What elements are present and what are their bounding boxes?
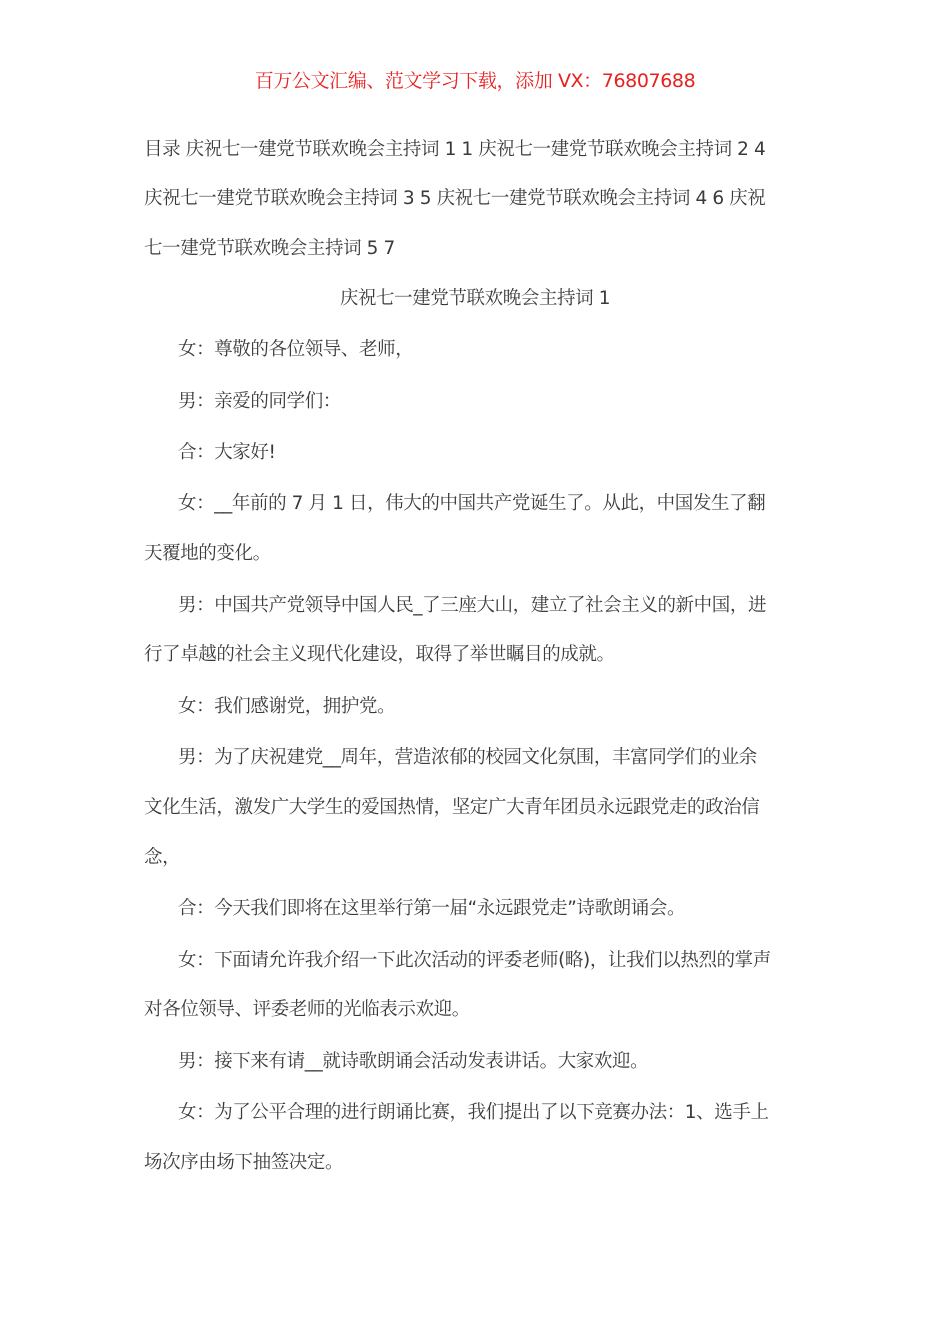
body-line: 行了卓越的社会主义现代化建设，取得了举世瞩目的成就。 xyxy=(144,644,615,665)
body-line: 男：亲爱的同学们： xyxy=(178,391,341,412)
download-banner: 百万公文汇编、范文学习下载，添加 VX：76807688 xyxy=(254,70,696,92)
body-line: 场次序由场下抽签决定。 xyxy=(144,1152,344,1173)
body-line: 女：下面请允许我介绍一下此次活动的评委老师(略)，让我们以热烈的掌声 xyxy=(178,950,771,971)
body-line: 女：为了公平合理的进行朗诵比赛，我们提出了以下竞赛办法：1、选手上 xyxy=(178,1102,769,1123)
section-title: 庆祝七一建党节联欢晚会主持词 1 xyxy=(339,288,611,309)
body-line: 合：大家好! xyxy=(178,442,276,463)
toc-line: 庆祝七一建党节联欢晚会主持词 3 5 庆祝七一建党节联欢晚会主持词 4 6 庆祝 xyxy=(144,188,766,209)
body-line: 男：为了庆祝建党__周年，营造浓郁的校园文化氛围，丰富同学们的业余 xyxy=(178,747,757,768)
body-line: 男：中国共产党领导中国人民_了三座大山，建立了社会主义的新中国，进 xyxy=(178,595,767,616)
toc-line: 目录 庆祝七一建党节联欢晚会主持词 1 1 庆祝七一建党节联欢晚会主持词 2 4 xyxy=(144,139,766,160)
body-line: 合：今天我们即将在这里举行第一届“永远跟党走”诗歌朗诵会。 xyxy=(178,898,686,919)
body-line: 男：接下来有请__就诗歌朗诵会活动发表讲话。大家欢迎。 xyxy=(178,1051,649,1072)
toc-line: 七一建党节联欢晚会主持词 5 7 xyxy=(144,238,395,259)
body-line: 天覆地的变化。 xyxy=(144,543,271,564)
body-line: 女：尊敬的各位领导、老师， xyxy=(178,339,414,360)
body-line: 女：__年前的 7 月 1 日，伟大的中国共产党诞生了。从此，中国发生了翻 xyxy=(178,493,766,514)
body-line: 女：我们感谢党，拥护党。 xyxy=(178,696,396,717)
body-line: 对各位领导、评委老师的光临表示欢迎。 xyxy=(144,999,470,1020)
body-line: 文化生活，激发广大学生的爱国热情，坚定广大青年团员永远跟党走的政治信 xyxy=(144,797,760,818)
body-line: 念， xyxy=(144,847,181,868)
